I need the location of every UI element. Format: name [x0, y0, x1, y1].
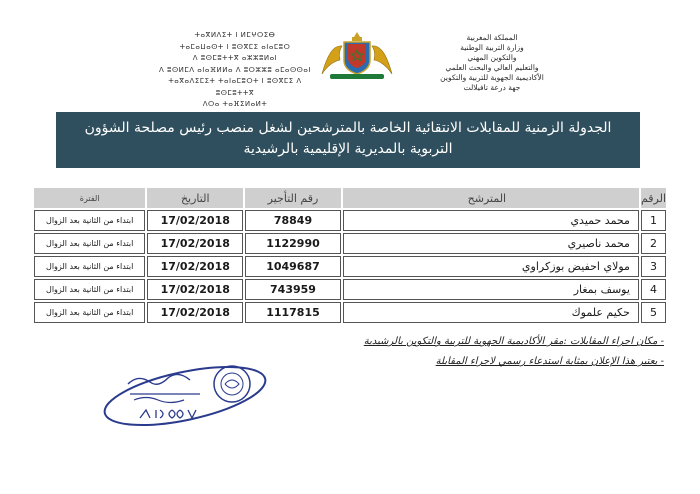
title-line-1: الجدولة الزمنية للمقابلات الانتقائية الخاصة بالمترشحين لشغل منصب رئيس مصلحة الشؤون	[84, 120, 612, 136]
cell-date: 17/02/2018	[147, 210, 243, 231]
arabic-header-line: المملكة المغربية	[466, 33, 518, 42]
cell-name: حكيم علموك	[343, 302, 639, 323]
cell-name: محمد ناصيري	[343, 233, 639, 254]
tifinagh-line: ⴷ ⵓⵙⵍⵎⴷ ⴰⵏⴰⴼⵍⵍⴰ ⴷ ⵓⵔⵣⵣⵓ ⴰⵎⴰⵙⵙⴰⵏ	[159, 65, 311, 74]
tifinagh-line: ⴷ ⵓⵙⵎⵓⵜⵜⴳ ⴰⵣⵣⵓⵍⴰⵏ	[192, 54, 278, 62]
cell-num: 3	[641, 256, 666, 277]
note-interview-place: - مكان اجراء المقابلات :مقر الأكاديمية الجهوية للتربية والتكوين بالرشيدية	[363, 336, 664, 347]
cell-date: 17/02/2018	[147, 302, 243, 323]
tifinagh-line: ⵜⴰⵎⴰⵡⴰⵙⵜ ⵏ ⵓⵙⴳⵎⵉ ⴰⵏⴰⵎⵓⵔ	[179, 42, 291, 51]
arabic-header-line: وزارة التربية الوطنية	[460, 43, 524, 52]
cell-name: محمد حميدي	[343, 210, 639, 231]
cell-period: ابتداء من الثانية بعد الزوال	[34, 210, 145, 231]
cell-period: ابتداء من الثانية بعد الزوال	[34, 256, 145, 277]
header-code: رقم التأجير	[245, 188, 341, 208]
cell-period: ابتداء من الثانية بعد الزوال	[34, 233, 145, 254]
table-header-row	[34, 188, 666, 208]
cell-period: ابتداء من الثانية بعد الزوال	[34, 302, 145, 323]
table-row	[34, 210, 666, 231]
document-title	[56, 112, 640, 168]
note-official-convocation: - يعتبر هذا الإعلان بمثابة استدعاء رسمي لاجراء المقابلة	[435, 356, 664, 367]
cell-code: 1049687	[245, 256, 341, 277]
cell-code: 1117815	[245, 302, 341, 323]
cell-code: 78849	[245, 210, 341, 231]
table-row	[34, 302, 666, 323]
table-row	[34, 279, 666, 300]
cell-date: 17/02/2018	[147, 233, 243, 254]
stamp-signature-icon	[100, 354, 270, 434]
tifinagh-line: ⴷⵔⴰ ⵜⴰⴼⵉⵍⴰⵍⵜ	[202, 100, 268, 108]
tifinagh-header	[150, 30, 320, 111]
cell-code: 743959	[245, 279, 341, 300]
cell-period: ابتداء من الثانية بعد الزوال	[34, 279, 145, 300]
table-row	[34, 233, 666, 254]
cell-date: 17/02/2018	[147, 256, 243, 277]
tifinagh-line: ⵜⴰⴳⴰⴷⵉⵎⵉⵜ ⵜⴰⵏⴰⵎⵓⵔⵜ ⵏ ⵓⵙⴳⵎⵉ ⴷ ⵓⵙⵎⵓⵜⵜⴳ	[168, 77, 302, 97]
header-name: المترشح	[343, 188, 639, 208]
candidates-table	[32, 186, 668, 325]
arabic-header-line: جهة درعة تافيلالت	[463, 83, 521, 92]
arabic-header-line: والتكوين المهني	[467, 53, 517, 62]
cell-date: 17/02/2018	[147, 279, 243, 300]
cell-num: 5	[641, 302, 666, 323]
header-date: التاريخ	[147, 188, 243, 208]
arabic-header-line: والتعليم العالي والبحث العلمي	[445, 63, 539, 72]
coat-of-arms-icon	[316, 30, 398, 82]
cell-name: مولاي احفيض بوزكراوي	[343, 256, 639, 277]
title-line-2: التربوية بالمديرية الإقليمية بالرشيدية	[243, 141, 453, 157]
arabic-header-line: الأكاديمية الجهوية للتربية والتكوين	[440, 73, 544, 82]
header-num: الرقم	[641, 188, 666, 208]
arabic-header	[412, 33, 572, 93]
cell-num: 2	[641, 233, 666, 254]
cell-name: يوسف بمغار	[343, 279, 639, 300]
cell-num: 4	[641, 279, 666, 300]
table-row	[34, 256, 666, 277]
cell-code: 1122990	[245, 233, 341, 254]
cell-num: 1	[641, 210, 666, 231]
header-period: الفترة	[34, 188, 145, 208]
tifinagh-line: ⵜⴰⴳⵍⴷⵉⵜ ⵏ ⵍⵎⵖⵔⵉⴱ	[194, 31, 276, 39]
